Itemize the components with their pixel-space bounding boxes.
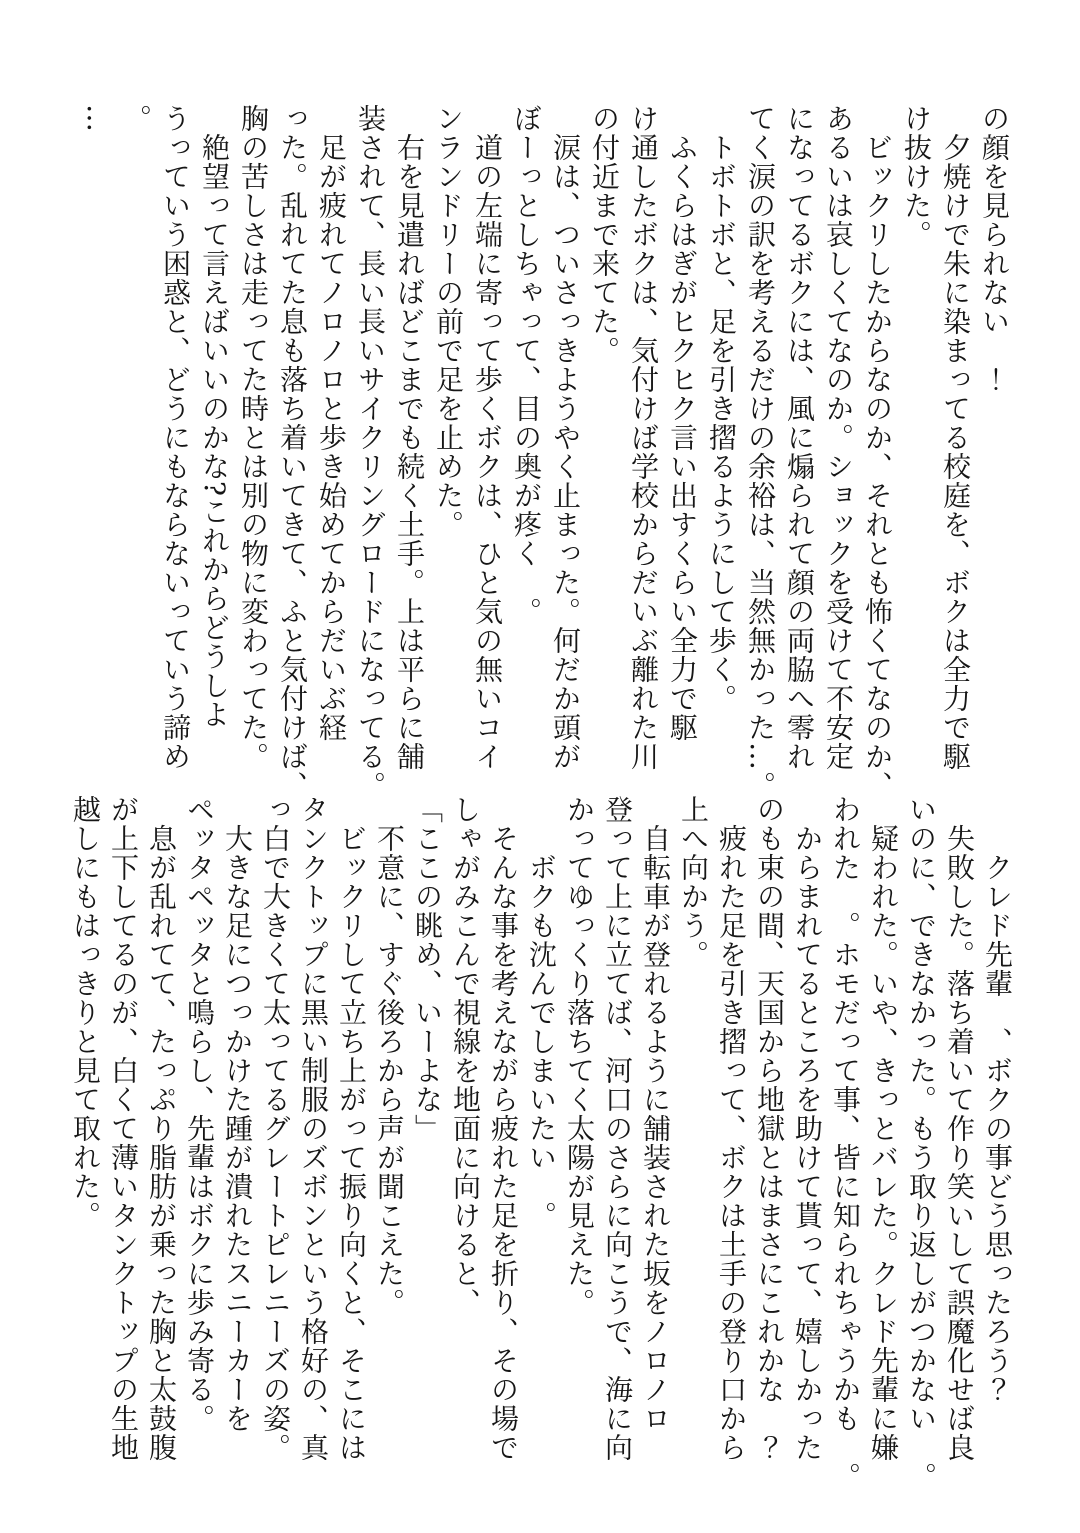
text-column: 不意に、すぐ後ろから声が聞こえた。 [373,795,406,1317]
text-column: のも束の間、天国から地獄とはまさにこれかな ？ [753,795,786,1462]
text-column: 「ここの眺め、いーよな」 [411,795,444,1143]
text-column: ふくらはぎがヒクヒク言い出すくらい全力で駆 [666,104,699,742]
text-column: ビックリして立ち上がって振り向くと、そこには [335,795,368,1462]
text-column: ペッタペッタと鳴らし、先輩はボクに歩み寄る。 [183,795,216,1433]
text-column: われた 。ホモだって事、皆に知られちゃうかも 。 [829,795,862,1491]
text-column: 装されて、長い長いサイクリングロードになってる。 [354,104,387,800]
text-column: っ白で大きくて太ってるグレートピレニーズの姿。 [259,795,292,1462]
text-column: になってるボクには、風に煽られて顔の両脇へ零れ [783,104,816,771]
text-column: 胸の苦しさは走ってた時とは別の物に変わってた。 [237,104,270,771]
text-column: からまれてるところを助けて貰って、嬉しかった [791,795,824,1462]
text-column: 。 [120,104,153,133]
text-column: ンランドリーの前で足を止めた。 [432,104,465,539]
text-column: 越しにもはっきりと見て取れた。 [69,795,102,1230]
text-column: 大きな足につっかけた踵が潰れたスニーカーを [221,795,254,1433]
text-column: あるいは哀しくてなのか。ショックを受けて不安定 [822,104,855,771]
text-column: 上へ向かう。 [677,795,710,969]
text-column: った。乱れてた息も落ち着いてきて、ふと気付けば、 [276,104,309,800]
text-column: 疲れた足を引き摺って、ボクは土手の登り口から [715,795,748,1462]
text-column: け抜けた。 [900,104,933,249]
text-column: ビックリしたからなのか、それとも怖くてなのか、 [861,104,894,800]
bottom-text-block [64,795,1016,1507]
text-column: タンクトップに黒い制服のズボンという格好の、真 [297,795,330,1462]
text-column: の顔を見られない ！ [978,104,1011,394]
text-column: 道の左端に寄って歩くボクは、ひと気の無いコイ [471,104,504,771]
text-column: の付近まで来てた。 [588,104,621,365]
text-column: 失敗した。落ち着いて作り笑いして誤魔化せば良 [943,795,976,1462]
text-column: 足が疲れてノロノロと歩き始めてからだいぶ経 [315,104,348,742]
top-text-block [74,104,1014,810]
text-column: け通したボクは、気付けば学校からだいぶ離れた川 [627,104,660,771]
text-column: てく涙の訳を考えるだけの余裕は、当然無かった…。 [744,104,777,800]
text-column: 登って上に立てば、河口のさらに向こうで、海に向 [601,795,634,1462]
text-column: クレド先輩 、ボクの事どう思ったろう？ [981,795,1014,1404]
text-column: 右を見遣ればどこまでも続く土手。上は平らに舗 [393,104,426,771]
text-column: かってゆっくり落ちてく太陽が見えた。 [563,795,596,1317]
text-column: 自転車が登れるように舗装された坂をノロノロ [639,795,672,1433]
text-column: が上下してるのが、白くて薄いタンクトップの生地 [107,795,140,1462]
text-column: … [81,104,114,133]
text-column: しゃがみこんで視線を地面に向けると、 [449,795,482,1317]
text-column: 夕焼けで朱に染まってる校庭を、ボクは全力で駆 [939,104,972,771]
text-column: いのに、できなかった。もう取り返しがつかない 。 [905,795,938,1491]
text-column: 絶望って言えばいいのかな?これからどうしよ [198,104,231,730]
text-column: 疑われた。いや、きっとバレた。クレド先輩に嫌 [867,795,900,1462]
text-column: うっていう困惑と、どうにもならないっていう諦め [159,104,192,771]
text-column: 涙は、ついさっきようやく止まった。何だか頭が [549,104,582,771]
text-column: ボクも沈んでしまいたい 。 [525,795,558,1230]
text-column: ぼーっとしちゃって、目の奥が疼く 。 [510,104,543,626]
text-column: そんな事を考えながら疲れた足を折り、その場で [487,795,520,1462]
text-column: 息が乱れてて、たっぷり脂肪が乗った胸と太鼓腹 [145,795,178,1462]
text-column: トボトボと、足を引き摺るようにして歩く。 [705,104,738,713]
